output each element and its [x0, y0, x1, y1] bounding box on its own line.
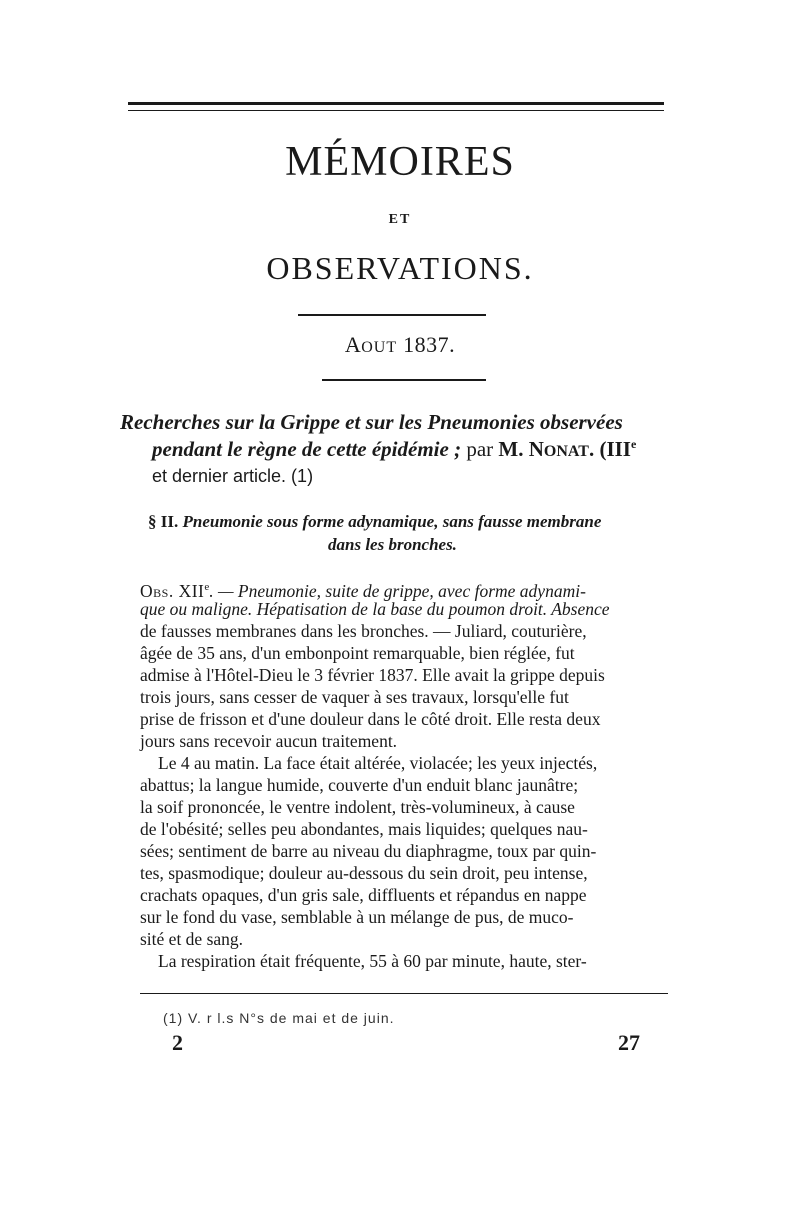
body-line-5: admise à l'Hôtel-Dieu le 3 février 1837. Elle avait la grippe depuis	[140, 665, 605, 685]
footnote: (1) V. r l.s N°s de mai et de juin.	[163, 1010, 395, 1026]
body-line-9: Le 4 au matin. La face était altérée, violacée; les yeux injectés,	[158, 753, 598, 773]
heading-italic-part: pendant le règne de cette épidémie ;	[152, 437, 462, 461]
heading-by: par	[466, 437, 494, 461]
article-heading-line-3: et dernier article. (1)	[152, 466, 314, 486]
signature-mark: 2	[172, 1030, 183, 1055]
body-line-15: crachats opaques, d'un gris sale, diffluents et répandus en nappe	[140, 885, 587, 905]
body-line-7: prise de frisson et d'une douleur dans le côté droit. Elle resta deux	[140, 709, 601, 729]
title-et: ET	[388, 212, 412, 227]
title-rule-lower	[322, 379, 486, 381]
body-line-11: la soif prononcée, le ventre indolent, très-volumineux, à cause	[140, 797, 575, 817]
footnote-rule	[140, 993, 668, 994]
issue-date	[0, 332, 800, 358]
article-heading-line-2	[152, 437, 636, 462]
title-rule-upper	[298, 314, 486, 316]
title-observations: OBSERVATIONS.	[266, 250, 534, 286]
body-line-2: que ou maligne. Hépatisation de la base du poumon droit. Absence	[140, 599, 610, 619]
heading-part-sup: e	[630, 437, 637, 451]
body-line-12: de l'obésité; selles peu abondantes, mais liquides; quelques nau-	[140, 819, 588, 839]
heading-part: . (III	[588, 437, 631, 461]
obs-label: Obs. XII	[140, 580, 205, 601]
date-month-initial: A	[344, 332, 362, 357]
body-line-1-text: . — Pneumonie, suite de grippe, avec forme adynami-	[209, 580, 586, 601]
body-text	[140, 576, 668, 972]
body-line-17: sité et de sang.	[140, 929, 244, 949]
title-memoires: MÉMOIRES	[285, 139, 515, 185]
body-line-1	[140, 576, 668, 601]
body-line-18: La respiration était fréquente, 55 à 60 par minute, haute, ster-	[158, 951, 587, 971]
body-line-10: abattus; la langue humide, couverte d'un enduit blanc jaunâtre;	[140, 775, 579, 795]
section-title-part-1: Pneumonie sous forme adynamique, sans fausse membrane	[182, 512, 602, 531]
obs-label-sup: e	[204, 581, 210, 593]
heading-author: M. N	[498, 437, 544, 461]
date-month-rest: OUT	[361, 339, 398, 356]
section-mark: § II.	[148, 512, 179, 531]
top-rule-thick	[128, 102, 664, 105]
section-heading-line-1	[148, 512, 601, 532]
body-line-16: sur le fond du vase, semblable à un mélange de pus, de muco-	[140, 907, 574, 927]
body-line-14: tes, spasmodique; douleur au-dessous du sein droit, peu intense,	[140, 863, 588, 883]
page-number: 27	[618, 1030, 640, 1055]
top-rule-thin	[128, 110, 664, 111]
section-heading-line-2: dans les bronches.	[328, 535, 457, 554]
body-line-4: âgée de 35 ans, d'un embonpoint remarquable, bien réglée, fut	[140, 643, 575, 663]
date-year: 1837.	[403, 332, 456, 357]
article-heading-line-1: Recherches sur la Grippe et sur les Pneumonies observées	[120, 410, 623, 434]
heading-author-sc: ONAT	[543, 443, 589, 460]
body-line-8: jours sans recevoir aucun traitement.	[140, 731, 398, 751]
body-line-3: de fausses membranes dans les bronches. — Juliard, couturière,	[140, 621, 587, 641]
body-line-13: sées; sentiment de barre au niveau du diaphragme, toux par quin-	[140, 841, 597, 861]
body-line-6: trois jours, sans cesser de vaquer à ses travaux, lorsqu'elle fut	[140, 687, 569, 707]
